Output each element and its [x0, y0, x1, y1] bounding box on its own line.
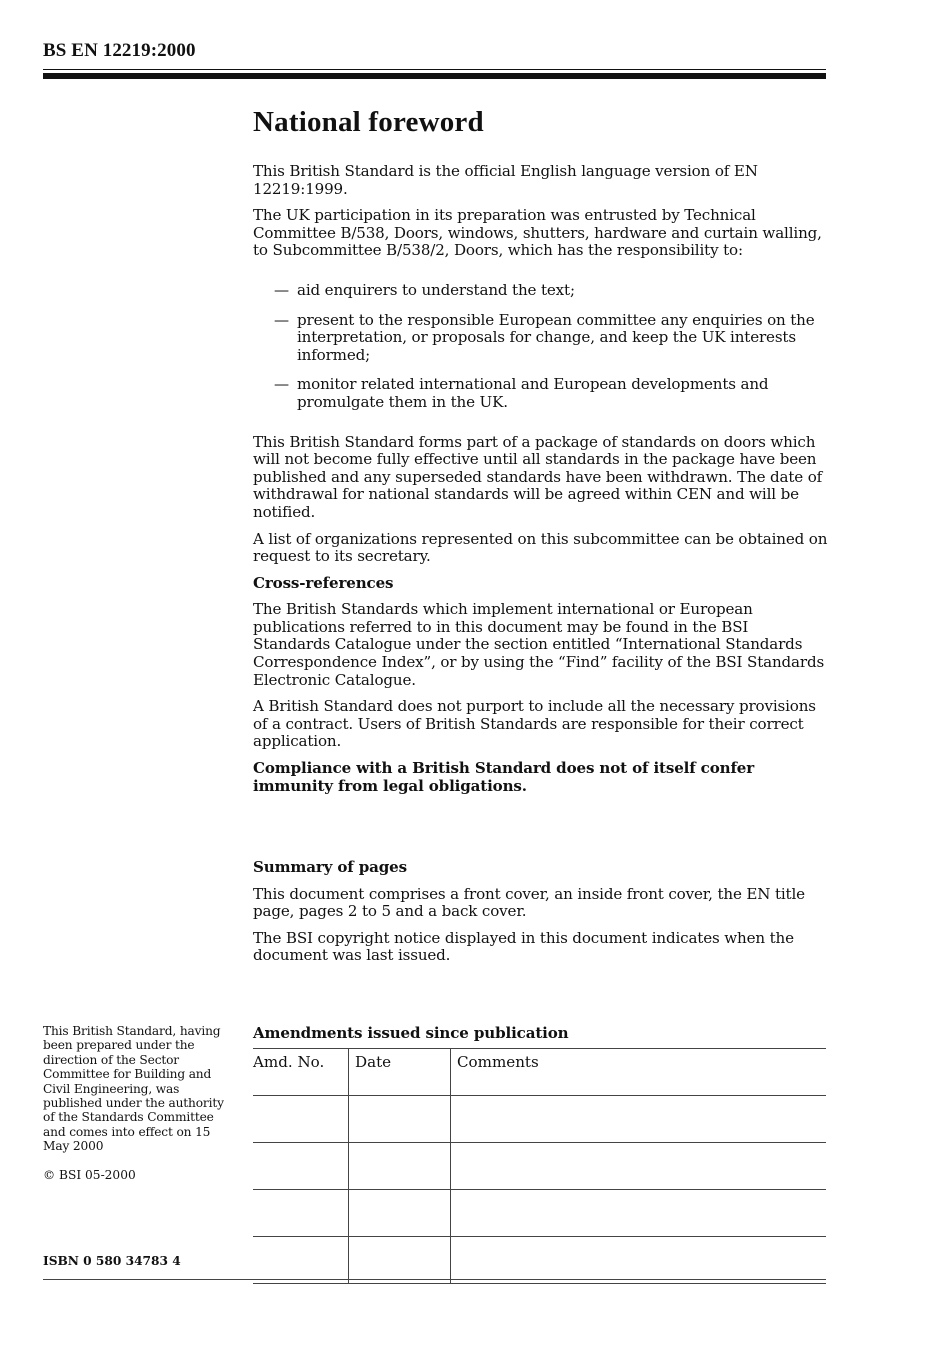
- list-item: [253, 376, 828, 411]
- table-cell: [253, 1237, 349, 1284]
- summary-of-pages-section: [253, 859, 828, 974]
- bullet-dash: —: [274, 310, 289, 329]
- paragraph-contract-provisions: A British Standard does not purport to include all the necessary provisions of a contract. Users of British Standards are responsible for their correct application.: [253, 697, 816, 751]
- table-row: [253, 1096, 826, 1143]
- page-title: National foreword: [253, 106, 484, 138]
- paragraph-uk-participation: The UK participation in its preparation was entrusted by Technical Committee B/538, Doors, windows, shutters, hardware and curtain walling, to Subcommittee B/538/2, Doors, which has the responsibility to:: [253, 206, 822, 260]
- paragraph-cross-references: The British Standards which implement international or European publications referred to in this document may be found in the BSI Standards Catalogue under the section entitled “International Standards Correspondence Index”, or by using the “Find” facility of the BSI Standards Electronic Catalogue.: [253, 600, 825, 689]
- list-item: [253, 312, 828, 365]
- paragraph-organizations-list: A list of organizations represented on this subcommittee can be obtained on request to its secretary.: [253, 529, 828, 566]
- table-cell: [349, 1237, 451, 1284]
- table-cell: [451, 1237, 827, 1284]
- table-row: [253, 1190, 826, 1237]
- bullet-dash: —: [274, 375, 289, 394]
- amendments-section: [253, 1024, 826, 1284]
- table-cell: [451, 1096, 827, 1143]
- table-cell: [451, 1143, 827, 1190]
- document-code: BS EN 12219:2000: [43, 40, 196, 61]
- list-item-text: present to the responsible European committee any enquiries on the interpretation, or proposals for change, and keep the UK interests informed;: [297, 310, 815, 364]
- compliance-statement: Compliance with a British Standard does not of itself confer immunity from legal obligations.: [253, 759, 755, 795]
- amendments-title: Amendments issued since publication: [253, 1024, 569, 1042]
- publication-note: [43, 1024, 238, 1154]
- summary-paragraph-copyright: The BSI copyright notice displayed in this document indicates when the document was last issued.: [253, 928, 794, 965]
- header-rule-thin: [43, 69, 826, 70]
- table-cell: [349, 1143, 451, 1190]
- table-cell: [349, 1190, 451, 1237]
- column-header-comments: Comments: [451, 1049, 827, 1096]
- table-cell: [451, 1190, 827, 1237]
- list-item: [253, 282, 828, 300]
- table-row: [253, 1143, 826, 1190]
- column-header-amd-no: Amd. No.: [253, 1049, 349, 1096]
- header-rule-thick: [43, 73, 826, 79]
- table-cell: [253, 1190, 349, 1237]
- table-header-row: [253, 1049, 826, 1096]
- paragraph-official-version: This British Standard is the official English language version of EN 12219:1999.: [253, 162, 758, 198]
- footer-rule: [43, 1279, 826, 1280]
- column-header-date: Date: [349, 1049, 451, 1096]
- table-cell: [349, 1096, 451, 1143]
- table-cell: [253, 1096, 349, 1143]
- table-cell: [253, 1143, 349, 1190]
- cross-references-heading: Cross-references: [253, 573, 394, 592]
- responsibility-list: [253, 282, 828, 412]
- national-foreword-section: [253, 106, 828, 804]
- table-row: [253, 1237, 826, 1284]
- list-item-text: aid enquirers to understand the text;: [297, 280, 575, 299]
- amendments-table: [253, 1048, 826, 1284]
- bullet-dash: —: [274, 280, 289, 299]
- summary-heading: Summary of pages: [253, 858, 407, 876]
- publication-note-text: This British Standard, having been prepared under the direction of the Sector Committee for Building and Civil Engineering, was published under the authority of the Standards Committee and comes into effect on 15 May 2000: [43, 1024, 224, 1154]
- paragraph-package-of-standards: This British Standard forms part of a package of standards on doors which will not become fully effective until all standards in the package have been published and any superseded standards have been withdrawn. The date of withdrawal for national standards will be agreed within CEN and will be notified.: [253, 432, 823, 521]
- list-item-text: monitor related international and European developments and promulgate them in the UK.: [297, 375, 769, 411]
- summary-paragraph-contents: This document comprises a front cover, an inside front cover, the EN title page, pages 2 to 5 and a back cover.: [253, 884, 805, 921]
- copyright-notice: © BSI 05-2000: [43, 1168, 136, 1182]
- isbn: ISBN 0 580 34783 4: [43, 1254, 181, 1268]
